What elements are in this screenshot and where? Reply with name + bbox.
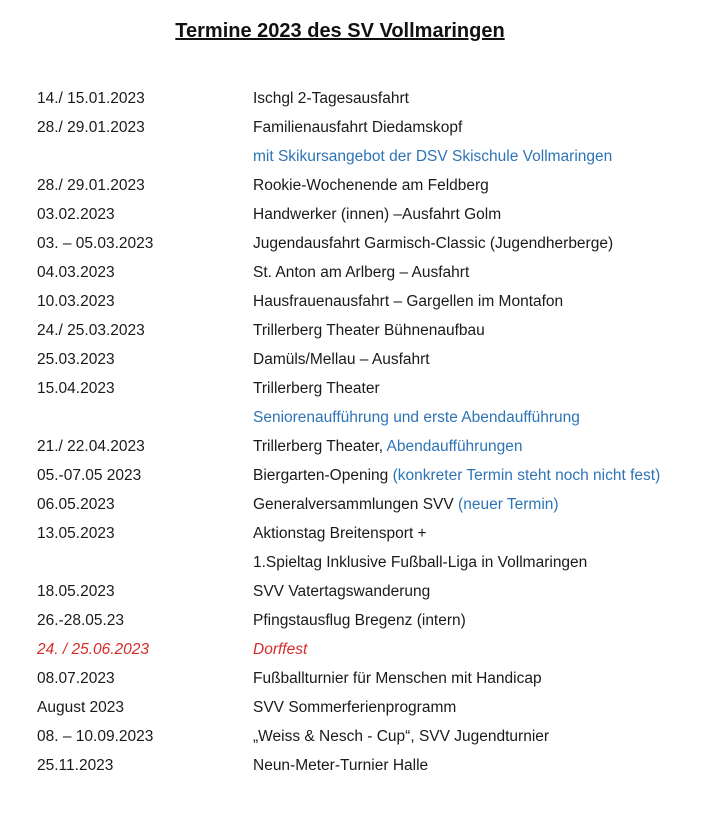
event-text: Familienausfahrt Diedamskopf: [253, 118, 463, 136]
event-description: [253, 757, 717, 775]
event-date: 14./ 15.01.2023: [37, 89, 145, 107]
event-date: 24./ 25.03.2023: [37, 321, 145, 339]
event-row: [37, 84, 717, 113]
event-date: 15.04.2023: [37, 379, 115, 397]
event-row: [37, 693, 717, 722]
event-text: Aktionstag Breitensport +: [253, 524, 427, 542]
event-row: [37, 519, 717, 548]
event-text: Trillerberg Theater Bühnenaufbau: [253, 321, 485, 339]
event-description: [253, 496, 717, 514]
event-date: 24. / 25.06.2023: [37, 640, 150, 658]
event-date: 28./ 29.01.2023: [37, 118, 145, 136]
event-description: [253, 554, 717, 572]
event-description: [253, 322, 717, 340]
event-description: [253, 177, 717, 195]
event-description: [253, 90, 717, 108]
event-description: [253, 264, 717, 282]
event-text: Handwerker (innen) –Ausfahrt Golm: [253, 205, 502, 223]
event-date: 08.07.2023: [37, 669, 115, 687]
event-row: [37, 432, 717, 461]
event-date: 21./ 22.04.2023: [37, 437, 145, 455]
event-date: 28./ 29.01.2023: [37, 176, 145, 194]
event-row: [37, 751, 717, 780]
event-row: [37, 664, 717, 693]
event-row: [37, 171, 717, 200]
event-row: [37, 316, 717, 345]
event-row: [37, 635, 717, 664]
event-description: [253, 699, 717, 717]
event-description: [253, 612, 717, 630]
event-row: [37, 113, 717, 142]
event-date: 26.-28.05.23: [37, 611, 125, 629]
event-text: Ischgl 2-Tagesausfahrt: [253, 89, 409, 107]
event-date: 03.02.2023: [37, 205, 115, 223]
event-text: Trillerberg Theater,: [253, 437, 387, 455]
event-row: [37, 461, 717, 490]
event-description: [253, 206, 717, 224]
event-note: (konkreter Termin steht noch nicht fest): [392, 466, 661, 484]
event-text: Hausfrauenausfahrt – Gargellen im Montafon: [253, 292, 564, 310]
event-description: [253, 728, 717, 746]
event-row: [37, 490, 717, 519]
event-row: [37, 345, 717, 374]
event-description: [253, 235, 717, 253]
event-description: [253, 641, 717, 659]
event-date: 10.03.2023: [37, 292, 115, 310]
event-text: Damüls/Mellau – Ausfahrt: [253, 350, 430, 368]
event-date: 05.-07.05 2023: [37, 466, 142, 484]
event-date: August 2023: [37, 698, 125, 716]
event-row: [37, 142, 717, 171]
event-description: [253, 119, 717, 137]
event-description: [253, 148, 717, 166]
event-list: [37, 84, 717, 780]
event-description: [253, 670, 717, 688]
event-row: [37, 548, 717, 577]
event-text: „Weiss & Nesch - Cup“, SVV Jugendturnier: [253, 727, 550, 745]
event-description: [253, 293, 717, 311]
event-text: SVV Sommerferienprogramm: [253, 698, 457, 716]
event-text: Rookie-Wochenende am Feldberg: [253, 176, 489, 194]
event-text: Pfingstausflug Bregenz (intern): [253, 611, 466, 629]
event-text: Biergarten-Opening: [253, 466, 393, 484]
event-text: Neun-Meter-Turnier Halle: [253, 756, 429, 774]
event-description: [253, 467, 717, 485]
event-note: (neuer Termin): [458, 495, 559, 513]
event-date: 08. – 10.09.2023: [37, 727, 154, 745]
page-title: Termine 2023 des SV Vollmaringen: [175, 20, 505, 42]
event-row: [37, 374, 717, 403]
event-text: Generalversammlungen SVV: [253, 495, 459, 513]
event-text: 1.Spieltag Inklusive Fußball-Liga in Vollmaringen: [253, 553, 588, 571]
event-row: [37, 722, 717, 751]
event-text: Jugendausfahrt Garmisch-Classic (Jugendherberge): [253, 234, 614, 252]
event-row: [37, 577, 717, 606]
event-date: 13.05.2023: [37, 524, 115, 542]
event-date: 06.05.2023: [37, 495, 115, 513]
event-text: Dorffest: [253, 640, 308, 658]
event-date: 04.03.2023: [37, 263, 115, 281]
event-date: 25.11.2023: [37, 756, 114, 774]
event-row: [37, 287, 717, 316]
event-note: mit Skikursangebot der DSV Skischule Vollmaringen: [253, 147, 613, 165]
event-date: 03. – 05.03.2023: [37, 234, 154, 252]
event-note: Seniorenaufführung und erste Abendaufführung: [253, 408, 580, 426]
event-note: Abendaufführungen: [386, 437, 523, 455]
event-text: SVV Vatertagswanderung: [253, 582, 431, 600]
event-row: [37, 606, 717, 635]
event-text: Trillerberg Theater: [253, 379, 380, 397]
event-description: [253, 351, 717, 369]
event-description: [253, 583, 717, 601]
event-description: [253, 525, 717, 543]
event-row: [37, 403, 717, 432]
event-row: [37, 258, 717, 287]
event-date: 18.05.2023: [37, 582, 115, 600]
event-text: St. Anton am Arlberg – Ausfahrt: [253, 263, 470, 281]
event-description: [253, 409, 717, 427]
event-row: [37, 200, 717, 229]
event-text: Fußballturnier für Menschen mit Handicap: [253, 669, 542, 687]
event-row: [37, 229, 717, 258]
event-description: [253, 380, 717, 398]
event-date: 25.03.2023: [37, 350, 115, 368]
event-description: [253, 438, 717, 456]
